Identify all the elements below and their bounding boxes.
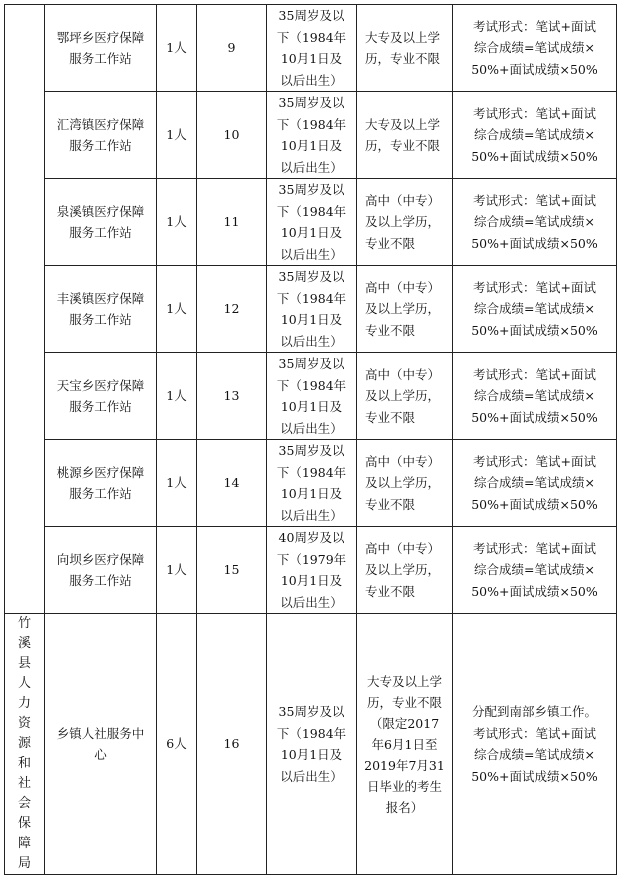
exam-note-cell: 考试形式：笔试+面试 综合成绩=笔试成绩× 50%+面试成绩×50% [453, 5, 617, 92]
post-code-cell: 9 [197, 5, 267, 92]
post-code-cell: 11 [197, 179, 267, 266]
dept-cell-blank [5, 5, 45, 614]
age-requirement-cell: 35周岁及以 下（1984年 10月1日及 以后出生） [267, 92, 357, 179]
dept-name-cell [5, 614, 45, 875]
headcount-cell: 1人 [157, 266, 197, 353]
headcount-cell: 1人 [157, 440, 197, 527]
post-code-cell: 10 [197, 92, 267, 179]
age-requirement-cell: 35周岁及以 下（1984年 10月1日及 以后出生） [267, 179, 357, 266]
education-requirement-cell: 大专及以上学 历，专业不限 [357, 92, 453, 179]
table-row [5, 527, 617, 614]
headcount-cell: 1人 [157, 179, 197, 266]
post-code-cell: 13 [197, 353, 267, 440]
headcount-cell: 1人 [157, 353, 197, 440]
exam-note-cell: 考试形式：笔试+面试 综合成绩=笔试成绩× 50%+面试成绩×50% [453, 266, 617, 353]
age-requirement-cell: 35周岁及以 下（1984年 10月1日及 以后出生） [267, 266, 357, 353]
age-requirement-cell: 40周岁及以 下（1979年 10月1日及 以后出生） [267, 527, 357, 614]
exam-note-cell: 考试形式：笔试+面试 综合成绩=笔试成绩× 50%+面试成绩×50% [453, 527, 617, 614]
table-row [5, 179, 617, 266]
headcount-cell: 6人 [157, 614, 197, 875]
age-requirement-cell: 35周岁及以 下（1984年 10月1日及 以后出生） [267, 353, 357, 440]
age-requirement-cell: 35周岁及以 下（1984年 10月1日及 以后出生） [267, 614, 357, 875]
table-row [5, 5, 617, 92]
post-name-cell: 汇湾镇医疗保障服务工作站 [45, 92, 157, 179]
headcount-cell: 1人 [157, 5, 197, 92]
post-code-cell: 16 [197, 614, 267, 875]
post-code-cell: 12 [197, 266, 267, 353]
education-requirement-cell: 高中（中专） 及以上学历， 专业不限 [357, 179, 453, 266]
age-requirement-cell: 35周岁及以 下（1984年 10月1日及 以后出生） [267, 440, 357, 527]
table-row [5, 353, 617, 440]
post-code-cell: 15 [197, 527, 267, 614]
post-name-cell: 泉溪镇医疗保障服务工作站 [45, 179, 157, 266]
headcount-cell: 1人 [157, 527, 197, 614]
post-code-cell: 14 [197, 440, 267, 527]
education-requirement-cell: 高中（中专） 及以上学历， 专业不限 [357, 527, 453, 614]
education-requirement-cell: 大专及以上学 历，专业不限 （限定2017 年6月1日至 2019年7月31 日毕业的考生 报名） [357, 614, 453, 875]
post-name-cell: 桃源乡医疗保障服务工作站 [45, 440, 157, 527]
post-name-cell: 天宝乡医疗保障服务工作站 [45, 353, 157, 440]
table-row [5, 266, 617, 353]
exam-note-cell: 考试形式：笔试+面试 综合成绩=笔试成绩× 50%+面试成绩×50% [453, 353, 617, 440]
education-requirement-cell: 大专及以上学 历，专业不限 [357, 5, 453, 92]
post-name-cell: 丰溪镇医疗保障服务工作站 [45, 266, 157, 353]
dept-name: 竹溪县人力资源和社会保障局 [17, 616, 31, 871]
recruitment-table [4, 4, 617, 875]
post-name-cell: 乡镇人社服务中心 [45, 614, 157, 875]
exam-note-cell: 考试形式：笔试+面试 综合成绩=笔试成绩× 50%+面试成绩×50% [453, 92, 617, 179]
education-requirement-cell: 高中（中专） 及以上学历， 专业不限 [357, 440, 453, 527]
post-name-cell: 向坝乡医疗保障服务工作站 [45, 527, 157, 614]
table-row [5, 92, 617, 179]
headcount-cell: 1人 [157, 92, 197, 179]
education-requirement-cell: 高中（中专） 及以上学历， 专业不限 [357, 353, 453, 440]
age-requirement-cell: 35周岁及以 下（1984年 10月1日及 以后出生） [267, 5, 357, 92]
post-name-cell: 鄂坪乡医疗保障服务工作站 [45, 5, 157, 92]
table-row [5, 614, 617, 875]
table-row [5, 440, 617, 527]
exam-note-cell: 考试形式：笔试+面试 综合成绩=笔试成绩× 50%+面试成绩×50% [453, 440, 617, 527]
education-requirement-cell: 高中（中专） 及以上学历， 专业不限 [357, 266, 453, 353]
exam-note-cell: 考试形式：笔试+面试 综合成绩=笔试成绩× 50%+面试成绩×50% [453, 179, 617, 266]
exam-note-cell: 分配到南部乡镇工作。 考试形式：笔试+面试 综合成绩=笔试成绩× 50%+面试成绩×50% [453, 614, 617, 875]
